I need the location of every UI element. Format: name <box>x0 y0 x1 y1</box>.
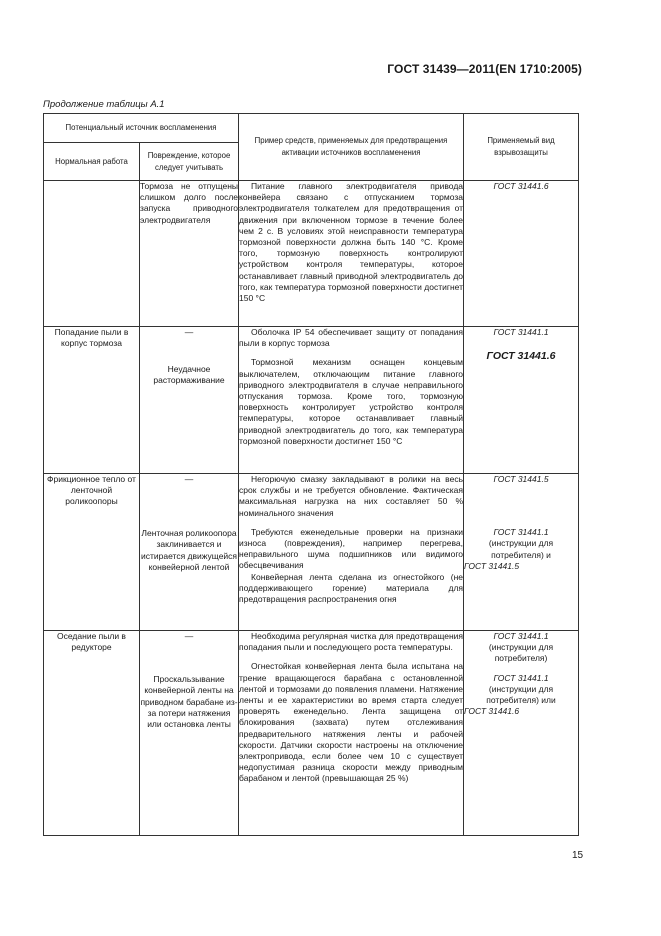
cell-protection <box>464 474 579 631</box>
fault-text: Неудачное растормаживание <box>153 364 225 386</box>
protection-standard: ГОСТ 31441.1 <box>493 672 549 683</box>
protection-standard: ГОСТ 31441.6 <box>464 706 520 717</box>
protection-standard: ГОСТ 31441.6 <box>493 181 549 191</box>
cell-normal-operation: Фрикционное тепло от ленточной роликоопоры <box>44 474 140 631</box>
protection-note: (инструкции для потребителя) <box>488 642 554 664</box>
document-header: ГОСТ 31439—2011(EN 1710:2005) <box>387 62 582 76</box>
protection-standard: ГОСТ 31441.1 <box>493 631 549 641</box>
table-row <box>44 181 579 327</box>
cell-protection <box>464 631 579 836</box>
measure-text: Тормозной механизм оснащен концевым выключателем, отключающим питание главного приводного электродвигателя в случае неправильного отпускания тормоза. Кроме того, тормозную поверхность контролирует устройство контроля температуры, которое останавливает главный приводной электродвигатель до того, как температура тормозной поверхности достигнет 150 °С <box>239 357 464 446</box>
measure-text: Огнестойкая конвейерная лента была испытана на трение вращающегося барабана с остановленной лентой и тормозами до появления пламени. Натяжение ленты и ее характеристики во время старта следует проверять еженедельно. Лента защищена от блокирования (захвата) путем отслеживания предварительного натяжения ленты и рабочей скорости. Датчики скорости настроены на отключение электропривода, если более чем 10 с существует недопустимая разница скорости между приводным барабаном и лентой (превышающая 25 %) <box>239 661 464 784</box>
fault-dash: — <box>184 327 194 337</box>
protection-note: (инструкции для потребителя) или <box>486 683 556 706</box>
header-measures: Пример средств, применяемых для предотвращения активации источников воспламенения <box>239 114 464 181</box>
cell-normal-operation <box>44 181 140 327</box>
table-row <box>44 631 579 836</box>
header-fault: Повреждение, которое следует учитывать <box>140 143 239 181</box>
table-row <box>44 474 579 631</box>
cell-measure <box>239 631 464 836</box>
ignition-source-table <box>43 113 579 836</box>
cell-protection <box>464 181 579 327</box>
table-header-row <box>44 114 579 143</box>
measure-text: Требуются еженедельные проверки на признаки износа (повреждения), например перегрева, неправильного шума подшипников или видимого обесцвечивания <box>239 526 464 571</box>
cell-normal-operation: Попадание пыли в корпус тормоза <box>44 327 140 474</box>
table-caption: Продолжение таблицы А.1 <box>43 99 165 110</box>
cell-fault <box>140 474 239 631</box>
fault-text: Проскальзывание конвейерной ленты на приводном барабане из-за потери натяжения или остановка ленты <box>140 674 238 730</box>
header-ignition-source: Потенциальный источник воспламенения <box>44 114 239 143</box>
measure-text: Питание главного электродвигателя привода конвейера связано с отпусканием тормоза электродвигателя толкателем для предотвращения от движения при включенном тормозе в течение более чем 2 с. В условиях этой неисправности температура тормозной поверхности должна быть 140 °С. Кроме того, тормозную поверхность контролируют устройством контроля температуры, которое останавливает главный приводной электродвигатель до того, как температура тормозной поверхности достигнет 150 °С <box>239 181 464 304</box>
cell-protection <box>464 327 579 474</box>
cell-fault <box>140 327 239 474</box>
cell-measure <box>239 327 464 474</box>
measure-text: Негорючую смазку закладывают в ролики на весь срок службы и не требуется обновление. Фактическая максимальная нагрузка на них составляет 50 % номинального значения <box>239 474 464 518</box>
cell-fault <box>140 631 239 836</box>
protection-note: (инструкции для потребителя) и <box>488 538 554 560</box>
header-normal-operation: Нормальная работа <box>44 143 140 181</box>
cell-fault: Тормоза не отпущены слишком долго после запуска приводного электродвигателя <box>140 181 239 327</box>
protection-standard: ГОСТ 31441.5 <box>464 560 520 571</box>
cell-measure <box>239 181 464 327</box>
page-number: 15 <box>572 850 584 861</box>
fault-text: Ленточная роликоопора заклинивается и истирается движущейся конвейерной лентой <box>140 528 238 572</box>
protection-standard: ГОСТ 31441.1 <box>493 327 549 337</box>
fault-dash: — <box>184 474 194 484</box>
cell-measure <box>239 474 464 631</box>
fault-dash: — <box>184 631 194 641</box>
table-row <box>44 327 579 474</box>
header-protection-type: Применяемый вид взрывозащиты <box>464 114 579 181</box>
protection-standard: ГОСТ 31441.1 <box>493 527 549 538</box>
cell-normal-operation: Оседание пыли в редукторе <box>44 631 140 836</box>
measure-text: Необходима регулярная чистка для предотвращения попадания пыли и последующего роста температуры. <box>239 631 464 653</box>
protection-standard: ГОСТ 31441.5 <box>493 474 549 484</box>
protection-standard: ГОСТ 31441.6 <box>486 350 556 363</box>
measure-text: Оболочка IP 54 обеспечивает защиту от попадания пыли в корпус тормоза <box>239 327 464 349</box>
measure-text: Конвейерная лента сделана из огнестойкого (не поддерживающего горение) материала для предотвращения распространения огня <box>239 571 464 605</box>
